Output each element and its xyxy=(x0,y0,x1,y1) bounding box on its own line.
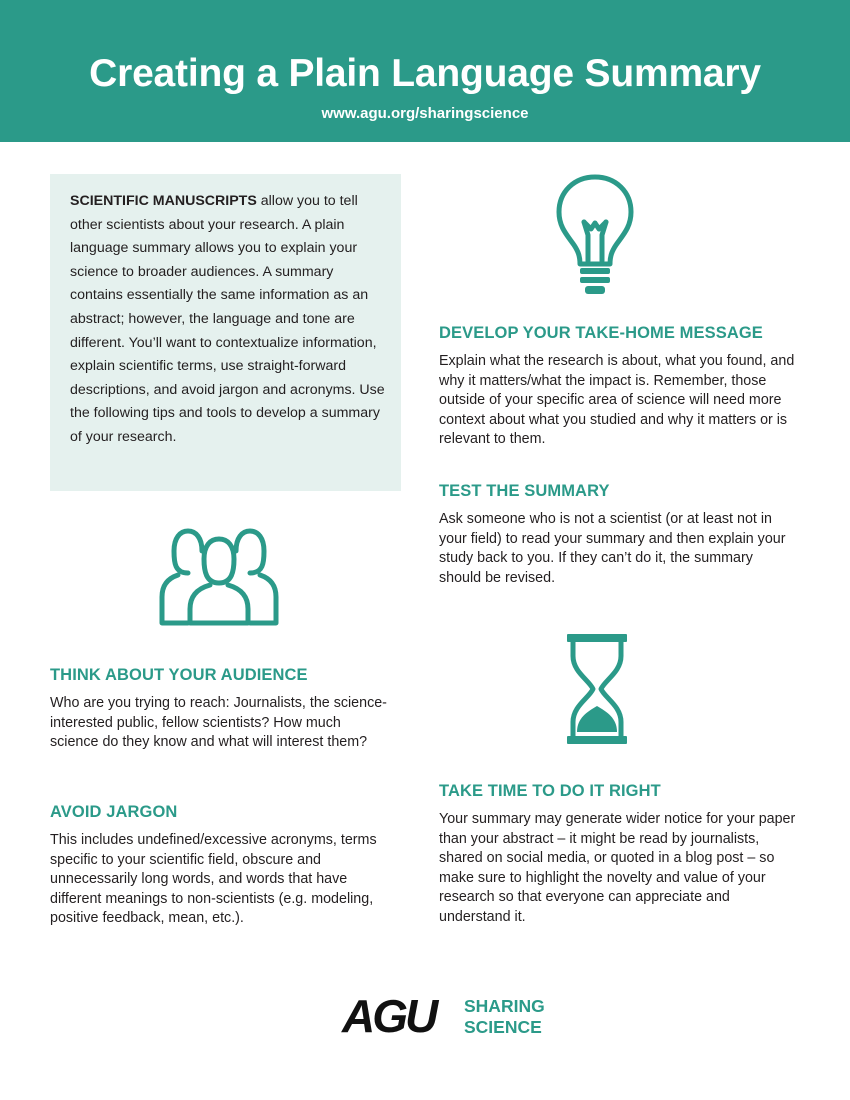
section-test-summary xyxy=(439,481,794,588)
logo-sharing: SHARING xyxy=(464,996,545,1016)
hourglass-icon xyxy=(565,634,629,744)
jargon-body: This includes undefined/excessive acronyms, terms specific to your scientific field, obscure and unnecessarily long words, and words that have different meanings to non-scientists (e.g. modeling, positive feedback, mean, etc.). xyxy=(50,832,377,927)
test-summary-title: TEST THE SUMMARY xyxy=(439,482,610,500)
take-home-body: Explain what the research is about, what you found, and why it matters/what the impact is. Remember, those outside of your specific area of science will need more context about what you studied and why it matters or is relevant to them. xyxy=(439,353,795,448)
people-icon xyxy=(158,525,280,627)
intro-body: allow you to tell other scientists about your research. A plain language summary allows you to explain your science to broader audiences. A summary contains essentially the same information as an abstract; however, the language and tone are different. You’ll want to contextualize information, explain scientific terms, use straight-forward descriptions, and avoid jargon and acronyms. Use the following tips and tools to develop a summary of your research. xyxy=(70,193,385,445)
logo-science: SCIENCE xyxy=(464,1017,542,1037)
section-audience xyxy=(50,665,390,753)
jargon-title: AVOID JARGON xyxy=(50,803,178,821)
section-jargon xyxy=(50,802,402,929)
page-header xyxy=(0,0,850,142)
take-home-title: DEVELOP YOUR TAKE-HOME MESSAGE xyxy=(439,324,763,342)
audience-title: THINK ABOUT YOUR AUDIENCE xyxy=(50,666,308,684)
header-url[interactable]: www.agu.org/sharingscience xyxy=(321,105,529,122)
intro-box xyxy=(50,174,401,491)
audience-body: Who are you trying to reach: Journalists, the science-interested public, fellow scientists? How much science do they know and what will interest them? xyxy=(50,695,387,751)
intro-lead: SCIENTIFIC MANUSCRIPTS xyxy=(70,193,257,209)
take-time-body: Your summary may generate wider notice for your paper than your abstract – it might be read by journalists, shared on social media, or quoted in a blog post – so make sure to highlight the novelty and value of your research so that everyone can appreciate and understand it. xyxy=(439,811,796,925)
agu-logo-text: AGU xyxy=(342,990,436,1042)
take-time-title: TAKE TIME TO DO IT RIGHT xyxy=(439,782,661,800)
section-take-home xyxy=(439,323,799,450)
lightbulb-icon xyxy=(555,173,635,297)
test-summary-body: Ask someone who is not a scientist (or at least not in your field) to read your summary and then explain your study back to you. If they can’t do it, the summary should be revised. xyxy=(439,511,786,586)
page-title: Creating a Plain Language Summary xyxy=(89,52,761,95)
agu-sharing-science-logo xyxy=(342,990,572,1042)
intro-text xyxy=(70,190,387,450)
section-take-time xyxy=(439,781,801,928)
